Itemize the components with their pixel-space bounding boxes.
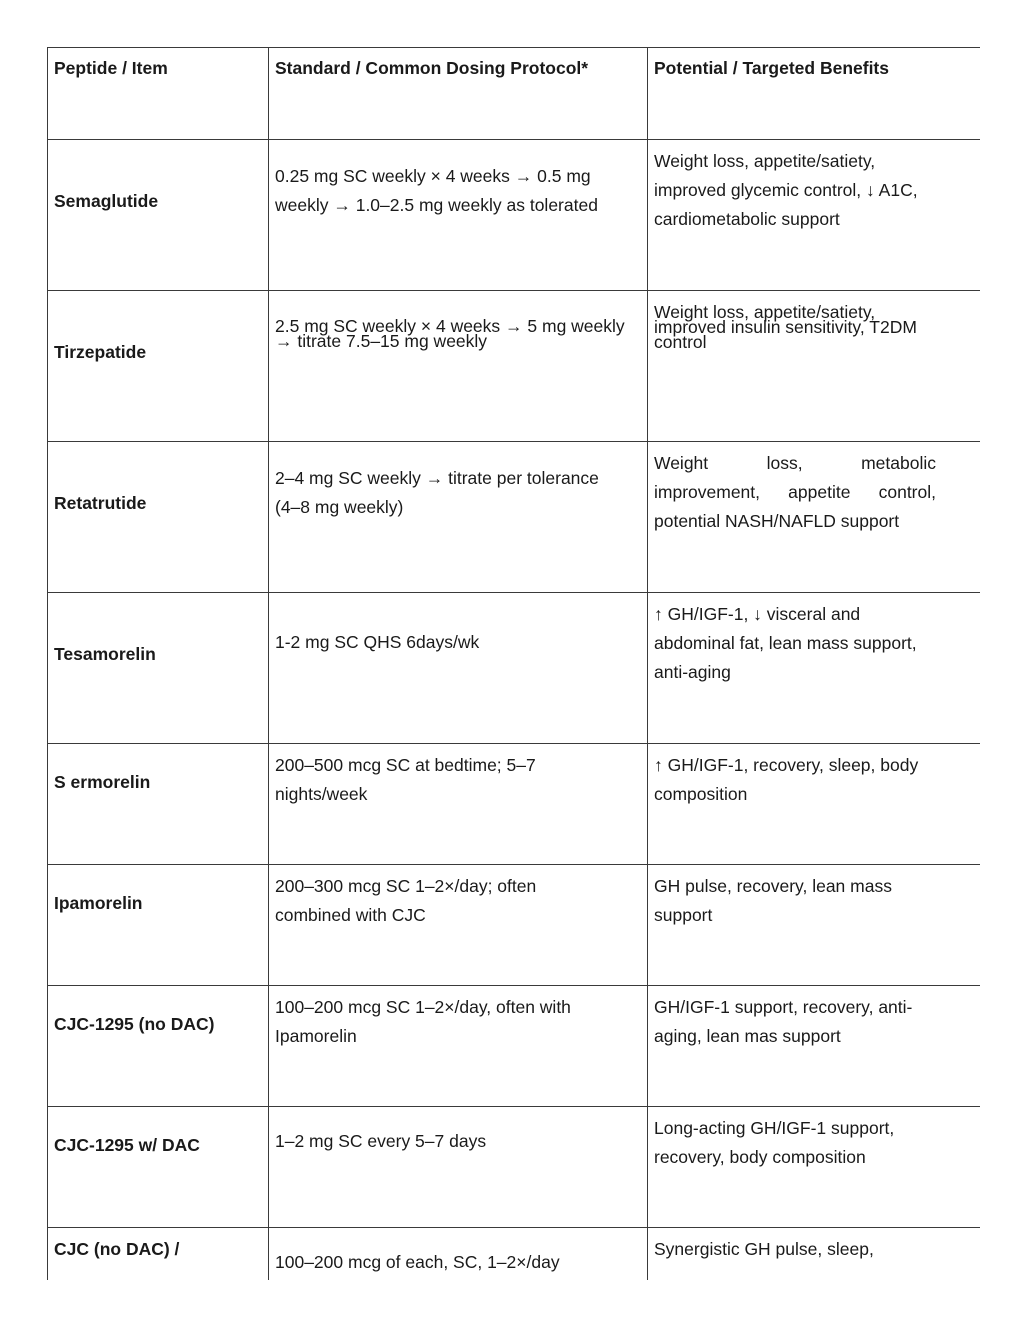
dosing-cell	[269, 744, 648, 865]
benefits-cell	[648, 986, 981, 1107]
table-row	[48, 865, 981, 986]
table-row	[48, 291, 981, 442]
benefit-line: aging, lean mas support	[654, 1026, 841, 1046]
peptide-name: Retatrutide	[48, 442, 269, 593]
benefit-line: improved glycemic control, ↓ A1C,	[654, 180, 918, 200]
benefits-cell	[648, 744, 981, 865]
header-dosing: Standard / Common Dosing Protocol*	[269, 48, 648, 140]
peptide-name: Tirzepatide	[48, 291, 269, 442]
header-benefits: Potential / Targeted Benefits	[648, 48, 981, 140]
benefit-line: cardiometabolic support	[654, 209, 840, 229]
dosing-line: combined with CJC	[275, 905, 426, 925]
benefits-cell	[648, 1228, 981, 1281]
dosing-line: (4–8 mg weekly)	[275, 497, 404, 517]
dosing-line: → titrate 7.5–15 mg weekly	[275, 331, 488, 351]
benefit-line: recovery, body composition	[654, 1147, 866, 1167]
table-row	[48, 986, 981, 1107]
benefit-line: Weight loss, appetite/satiety,	[654, 151, 876, 171]
dosing-line: weekly → 1.0–2.5 mg weekly as tolerated	[275, 195, 598, 215]
header-peptide: Peptide / Item	[48, 48, 269, 140]
benefit-line: ↑ GH/IGF-1, recovery, sleep, body	[654, 755, 919, 775]
dosing-cell	[269, 140, 648, 291]
table-row	[48, 1228, 981, 1281]
dosing-line: 200–500 mcg SC at bedtime; 5–7	[275, 755, 536, 775]
benefit-line: support	[654, 905, 713, 925]
table-header-row	[48, 48, 981, 140]
peptide-name: CJC-1295 (no DAC)	[48, 986, 269, 1107]
peptide-table	[47, 47, 980, 1280]
benefit-line: improvement, appetite control,	[654, 482, 936, 502]
benefit-line: Synergistic GH pulse, sleep,	[654, 1239, 874, 1259]
benefit-line: Weight loss, metabolic	[654, 453, 936, 473]
table-row	[48, 1107, 981, 1228]
dosing-cell	[269, 986, 648, 1107]
benefit-line: control	[654, 332, 707, 352]
benefits-cell	[648, 442, 981, 593]
dosing-line: 1-2 mg SC QHS 6days/wk	[275, 632, 480, 652]
benefits-cell	[648, 1107, 981, 1228]
benefit-line: composition	[654, 784, 748, 804]
peptide-name: Semaglutide	[48, 140, 269, 291]
benefit-line: Long-acting GH/IGF-1 support,	[654, 1118, 895, 1138]
dosing-cell	[269, 1228, 648, 1281]
dosing-line: nights/week	[275, 784, 368, 804]
dosing-line: 100–200 mcg of each, SC, 1–2×/day	[275, 1252, 560, 1272]
dosing-line: 2–4 mg SC weekly → titrate per tolerance	[275, 468, 599, 488]
benefit-line: ↑ GH/IGF-1, ↓ visceral and	[654, 604, 861, 624]
benefit-line: abdominal fat, lean mass support,	[654, 633, 917, 653]
benefit-line: GH/IGF-1 support, recovery, anti-	[654, 997, 913, 1017]
benefits-cell	[648, 593, 981, 744]
peptide-name: CJC-1295 w/ DAC	[48, 1107, 269, 1228]
dosing-line: 0.25 mg SC weekly × 4 weeks → 0.5 mg	[275, 166, 591, 186]
dosing-cell	[269, 442, 648, 593]
dosing-line: 1–2 mg SC every 5–7 days	[275, 1131, 487, 1151]
benefit-line: GH pulse, recovery, lean mass	[654, 876, 892, 896]
document-page	[47, 47, 980, 1280]
benefit-line: improved insulin sensitivity, T2DM	[654, 317, 917, 337]
benefit-line: anti-aging	[654, 662, 731, 682]
dosing-line: Ipamorelin	[275, 1026, 357, 1046]
benefits-cell	[648, 291, 981, 442]
dosing-cell	[269, 1107, 648, 1228]
dosing-line: 2.5 mg SC weekly × 4 weeks → 5 mg weekly	[275, 316, 625, 336]
dosing-line: 100–200 mcg SC 1–2×/day, often with	[275, 997, 571, 1017]
benefits-cell	[648, 865, 981, 986]
dosing-line: 200–300 mcg SC 1–2×/day; often	[275, 876, 537, 896]
table-row	[48, 744, 981, 865]
peptide-name: CJC (no DAC) /	[48, 1228, 269, 1281]
peptide-name: Ipamorelin	[48, 865, 269, 986]
peptide-name: Tesamorelin	[48, 593, 269, 744]
dosing-cell	[269, 291, 648, 442]
benefit-line: potential NASH/NAFLD support	[654, 511, 900, 531]
benefits-cell	[648, 140, 981, 291]
dosing-cell	[269, 593, 648, 744]
table-row	[48, 593, 981, 744]
peptide-name: S ermorelin	[48, 744, 269, 865]
benefit-line: Weight loss, appetite/satiety,	[654, 302, 876, 322]
table-row	[48, 442, 981, 593]
table-row	[48, 140, 981, 291]
dosing-cell	[269, 865, 648, 986]
